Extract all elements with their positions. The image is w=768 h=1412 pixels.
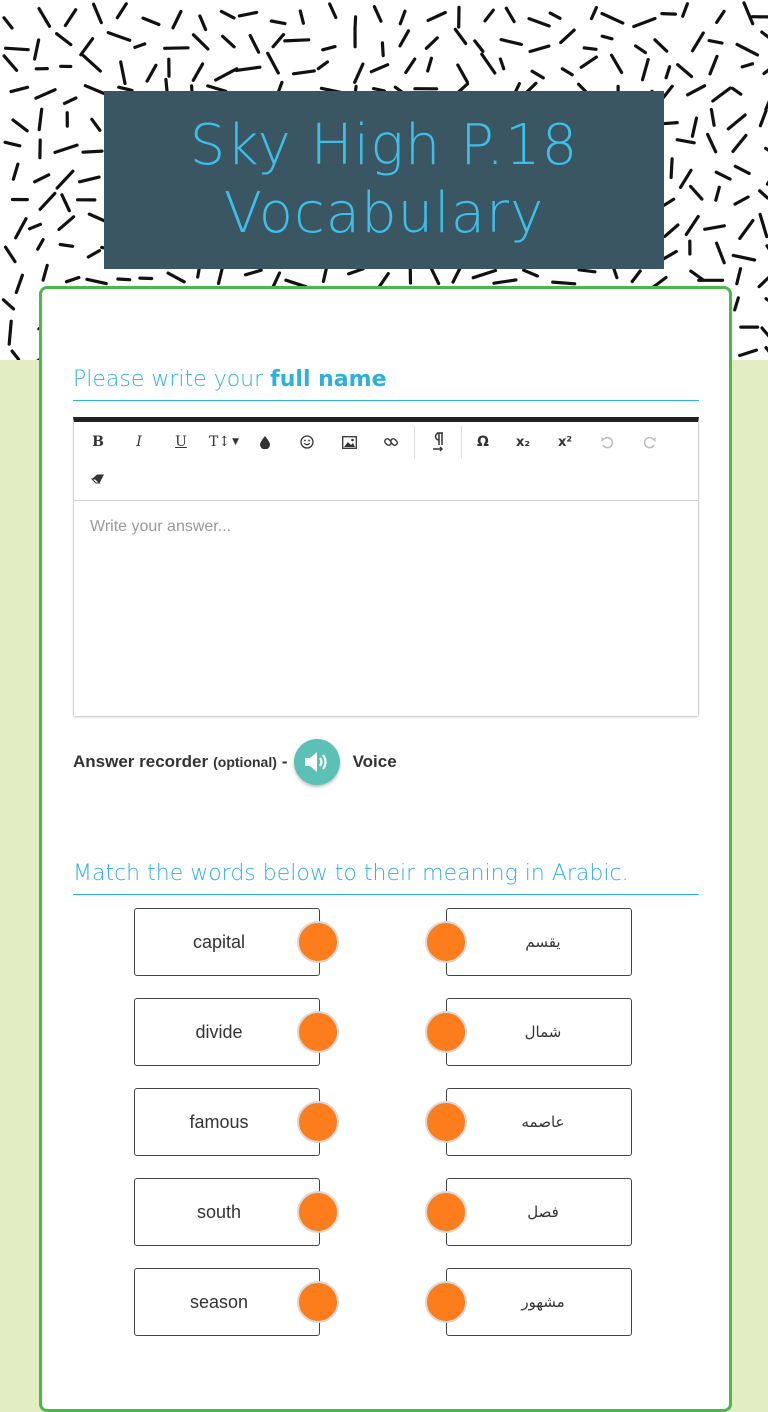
question-1-label — [73, 367, 699, 401]
pattern-stroke — [553, 282, 575, 284]
match-right-connector[interactable] — [425, 1191, 467, 1233]
link-icon — [384, 435, 398, 449]
superscript-button[interactable]: x² — [548, 427, 582, 457]
match-right-item[interactable]: يقسم — [446, 908, 632, 976]
image-icon — [342, 436, 357, 449]
recorder-optional: (optional) — [213, 754, 277, 770]
toolbar-separator — [414, 426, 415, 458]
worksheet-card — [39, 286, 732, 1412]
match-left-connector[interactable] — [297, 1191, 339, 1233]
paragraph-direction-button[interactable] — [421, 427, 455, 457]
italic-button[interactable]: I — [122, 427, 156, 457]
match-left-item[interactable]: capital — [134, 908, 320, 976]
droplet-icon — [260, 436, 270, 449]
pattern-stroke — [6, 48, 29, 50]
match-right-item[interactable]: مشهور — [446, 1268, 632, 1336]
clear-formatting-button[interactable] — [81, 464, 115, 494]
answer-area — [74, 502, 698, 716]
worksheet-title — [104, 91, 664, 269]
voice-label: Voice — [353, 752, 397, 772]
match-right-item[interactable]: عاصمه — [446, 1088, 632, 1156]
recorder-dash: - — [282, 752, 288, 772]
match-right-item[interactable]: شمال — [446, 998, 632, 1066]
text-color-button[interactable] — [248, 427, 282, 457]
match-left-item[interactable]: famous — [134, 1088, 320, 1156]
editor-toolbar — [74, 422, 698, 501]
match-left-connector[interactable] — [297, 1281, 339, 1323]
question-1-label-text: Please write your — [73, 367, 263, 392]
pattern-stroke — [165, 48, 188, 49]
pattern-stroke — [579, 270, 595, 272]
answer-textarea[interactable] — [74, 502, 698, 716]
title-line-1: Sky High P.18 — [190, 112, 579, 180]
match-right-item[interactable]: فصل — [446, 1178, 632, 1246]
toolbar-separator — [461, 426, 462, 458]
smiley-icon — [300, 435, 314, 449]
pattern-stroke — [285, 40, 309, 41]
match-left-connector[interactable] — [297, 921, 339, 963]
pattern-stroke — [9, 321, 11, 344]
pattern-stroke — [60, 245, 72, 247]
pattern-stroke — [671, 159, 672, 178]
match-left-connector[interactable] — [297, 1101, 339, 1143]
text-size-button[interactable] — [204, 427, 244, 457]
pattern-stroke — [663, 123, 677, 124]
question-2-label: Match the words below to their meaning in Arabic. — [73, 861, 699, 895]
pattern-stroke — [584, 48, 596, 49]
redo-icon — [643, 436, 656, 449]
pattern-stroke — [83, 151, 102, 152]
match-right-connector[interactable] — [425, 1281, 467, 1323]
subscript-button[interactable]: x₂ — [506, 427, 540, 457]
bold-button[interactable]: B — [81, 427, 115, 457]
match-left-connector[interactable] — [297, 1011, 339, 1053]
pattern-stroke — [355, 17, 356, 29]
undo-icon — [601, 436, 614, 449]
underline-button[interactable]: U — [164, 427, 198, 457]
match-left-item[interactable]: south — [134, 1178, 320, 1246]
speaker-icon — [303, 750, 331, 774]
eraser-icon — [91, 474, 105, 484]
text-size-glyph: T↕ — [209, 434, 230, 450]
match-right-connector[interactable] — [425, 1101, 467, 1143]
pattern-stroke — [382, 43, 383, 56]
voice-record-button[interactable] — [294, 739, 340, 785]
paragraph-ltr-icon — [431, 432, 445, 452]
emoji-button[interactable] — [290, 427, 324, 457]
title-line-2: Vocabulary — [224, 180, 544, 248]
image-button[interactable] — [332, 427, 366, 457]
rich-text-editor — [73, 417, 699, 717]
pattern-stroke — [662, 14, 676, 15]
recorder-label: Answer recorder — [73, 752, 208, 772]
link-button[interactable] — [374, 427, 408, 457]
match-right-connector[interactable] — [425, 921, 467, 963]
pattern-stroke — [118, 279, 130, 280]
undo-button[interactable] — [590, 427, 624, 457]
match-right-connector[interactable] — [425, 1011, 467, 1053]
match-left-item[interactable]: season — [134, 1268, 320, 1336]
special-characters-button[interactable]: Ω — [466, 427, 500, 457]
question-1-label-bold: full name — [270, 367, 386, 392]
match-left-item[interactable]: divide — [134, 998, 320, 1066]
caret-down-icon: ▼ — [232, 437, 239, 447]
redo-button[interactable] — [632, 427, 666, 457]
answer-recorder — [73, 737, 397, 787]
